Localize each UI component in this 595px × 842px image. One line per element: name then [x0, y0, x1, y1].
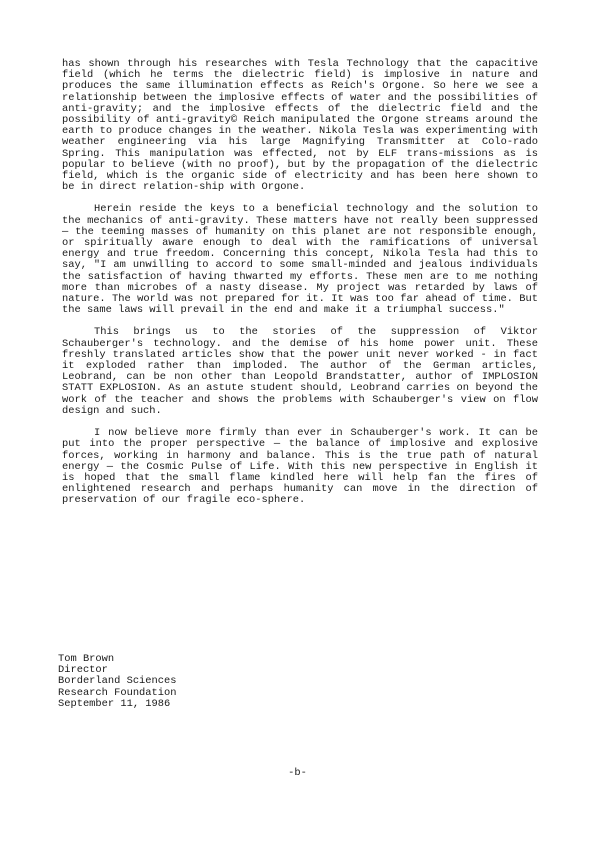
- signature-org-line-2: Research Foundation: [58, 686, 177, 699]
- paragraph-4: I now believe more firmly than ever in Schauberger's work. It can be put into the proper perspective — the balance of implosive and explosive forces, working in harmony and balance. This is the true path of natural energy — the Cosmic Pulse of Life. With this new perspective in English it is hoped that the small flame kindled here will help fan the fires of enlightened research and perhaps humanity can move in the direction of preservation of our fragile eco-sphere.: [62, 427, 538, 507]
- signature-date: September 11, 1986: [58, 697, 171, 710]
- signature-name: Tom Brown: [58, 653, 115, 665]
- paragraph-1: has shown through his researches with Tesla Technology that the capacitive field (which he terms the dielectric field) is implosive in nature and produces the same illumination effects as Reich's Orgone. So here we see a relationship between the implosive effects of water and the possibilities of anti-gravity; and the implosive effects of the dielectric field and the possibility of anti-gravity© Reich manipulated the Orgone streams around the earth to produce changes in the weather. Nikola Tesla was experimenting with weather engineering via his large Magnifying Transmitter at Colo-rado Spring. This manipulation was effected, not by ELF trans-missions as is popular to believe (with no proof), but by the propagation of the dielectric field, which is the organic side of electricity and has been here shown to be in direct relation-ship with Orgone.: [62, 58, 538, 194]
- paragraph-2: Herein reside the keys to a beneficial technology and the solution to the mechanics of anti-gravity. These matters have not really been suppressed — the teeming masses of humanity on this planet are not responsible enough, or spiritually aware enough to deal with the ramifications of universal energy and true freedom. Concerning this concept, Nikola Tesla had this to say, "I am unwilling to accord to some small-minded and jealous individuals the satisfaction of having thwarted my efforts. These men are to me nothing more than microbes of a nasty disease. My project was retarded by laws of nature. The world was not prepared for it. It was too far ahead of time. But the same laws will prevail in the end and make it a triumphal success.": [62, 203, 538, 317]
- signature-block: [58, 654, 358, 710]
- page-number: -b-: [288, 767, 307, 779]
- paragraph-3: This brings us to the stories of the suppression of Viktor Schauberger's technology. and the demise of his home power unit. These freshly translated articles show that the power unit never worked - in fact it exploded rather than imploded. The author of the German articles, Leobrand, can be non other than Leopold Brandstatter, author of IMPLOSION STATT EXPLOSION. As an astute student should, Leobrand carries on beyond the work of the teacher and shows the problems with Schauberger's view on flow design and such.: [62, 326, 538, 417]
- body-text: [62, 59, 538, 507]
- signature-title: Director: [58, 664, 108, 677]
- signature-org-line-1: Borderland Sciences: [58, 675, 177, 688]
